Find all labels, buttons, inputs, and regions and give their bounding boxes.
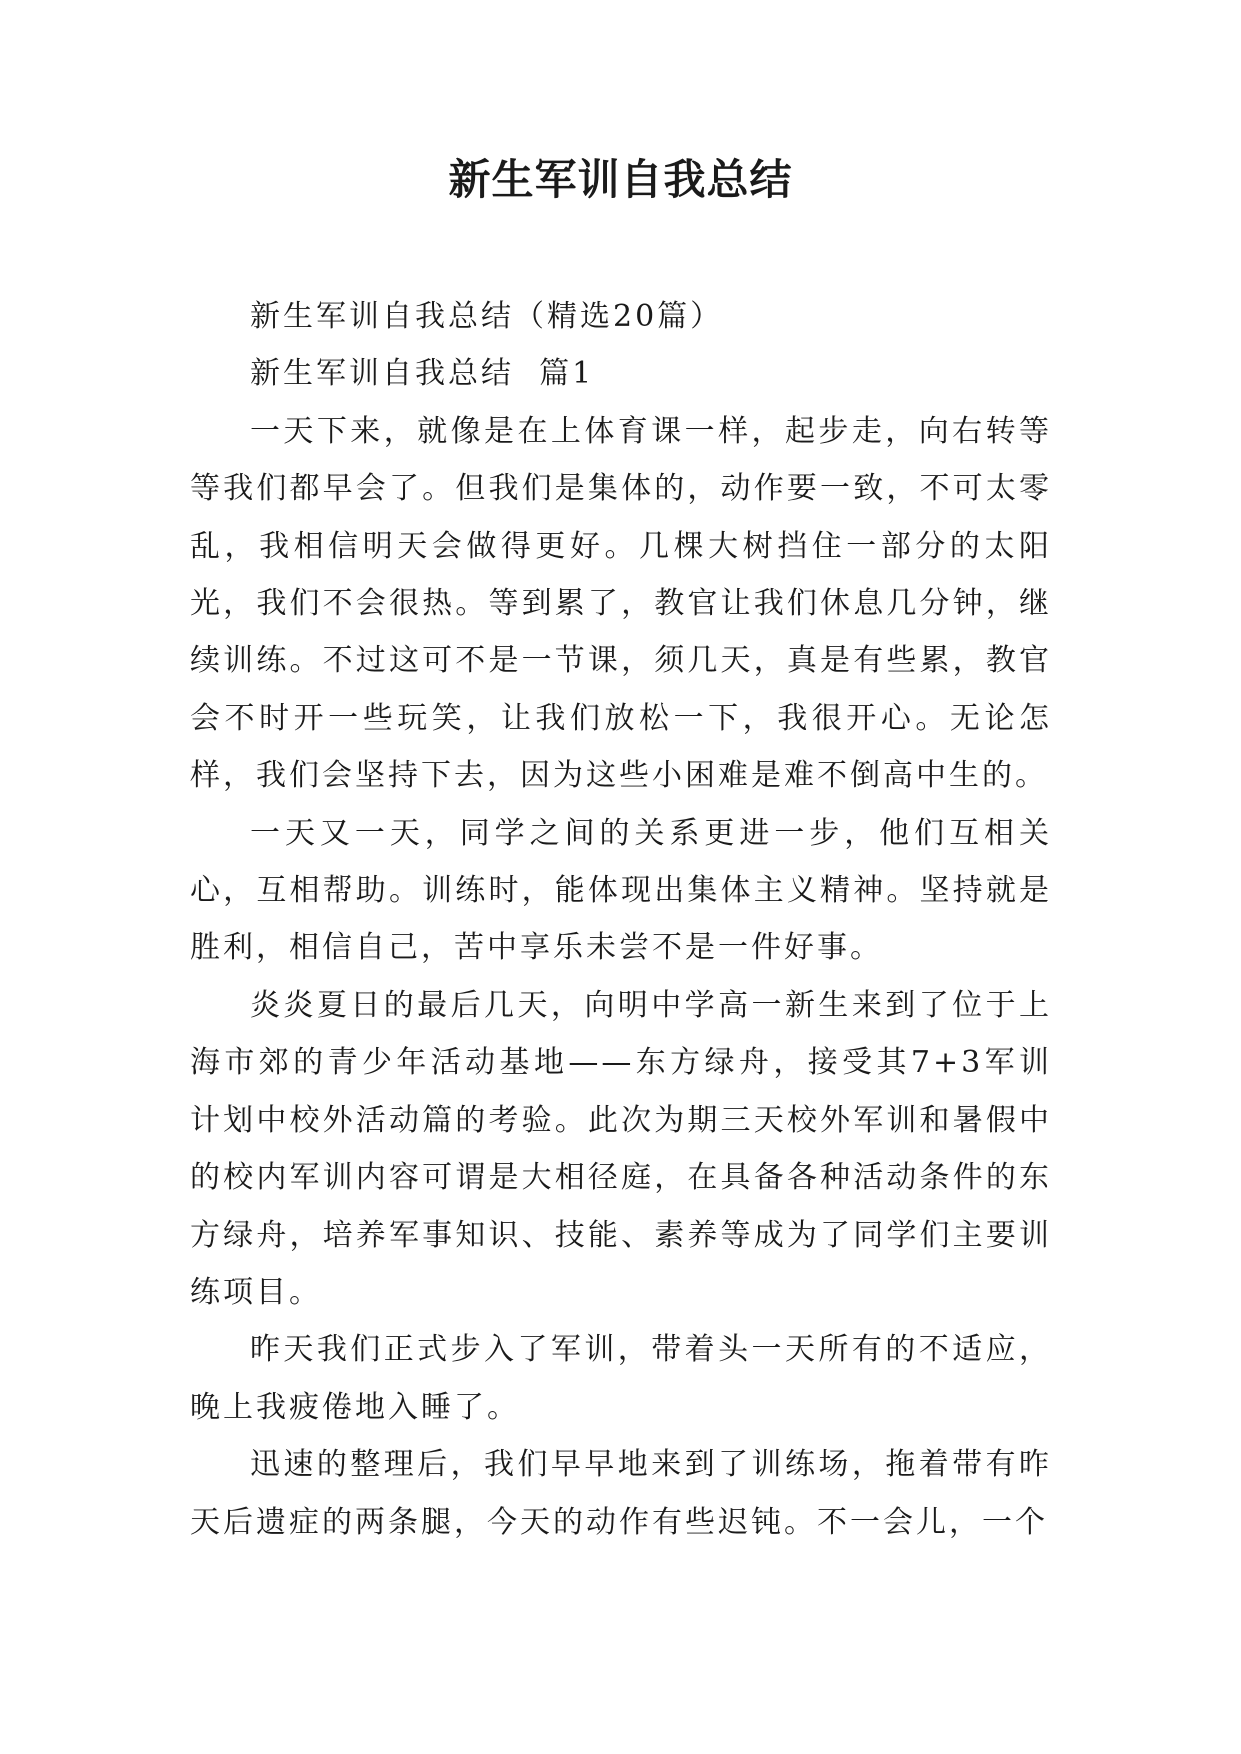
- section-heading: 新生军训自我总结 篇1: [250, 356, 595, 392]
- paragraph: 炎炎夏日的最后几天，向明中学高一新生来到了位于上海市郊的青少年活动基地——东方绿舟，接受其7+3军训计划中校外活动篇的考验。此次为期三天校外军训和暑假中的校内军训内容可谓是大相径庭，在具备各种活动条件的东方绿舟，培养军事知识、技能、素养等成为了同学们主要训练项目。: [190, 987, 1052, 1310]
- paragraph: 迅速的整理后，我们早早地来到了训练场，拖着带有昨天后遗症的两条腿，今天的动作有些迟钝。不一会儿，一个: [190, 1447, 1052, 1540]
- paragraph: 一天又一天，同学之间的关系更进一步，他们互相关心，互相帮助。训练时，能体现出集体主义精神。坚持就是胜利，相信自己，苦中享乐未尝不是一件好事。: [190, 815, 1052, 966]
- paragraph: 一天下来，就像是在上体育课一样，起步走，向右转等等我们都早会了。但我们是集体的，动作要一致，不可太零乱，我相信明天会做得更好。几棵大树挡住一部分的太阳光，我们不会很热。等到累了，教官让我们休息几分钟，继续训练。不过这可不是一节课，须几天，真是有些累，教官会不时开一些玩笑，让我们放松一下，我很开心。无论怎样，我们会坚持下去，因为这些小困难是难不倒高中生的。: [190, 413, 1052, 794]
- document-subtitle: 新生军训自我总结（精选20篇）: [250, 299, 724, 334]
- document-title: 新生军训自我总结: [448, 155, 793, 204]
- paragraph: 昨天我们正式步入了军训，带着头一天所有的不适应，晚上我疲倦地入睡了。: [190, 1332, 1052, 1425]
- document-body: [190, 288, 1052, 1551]
